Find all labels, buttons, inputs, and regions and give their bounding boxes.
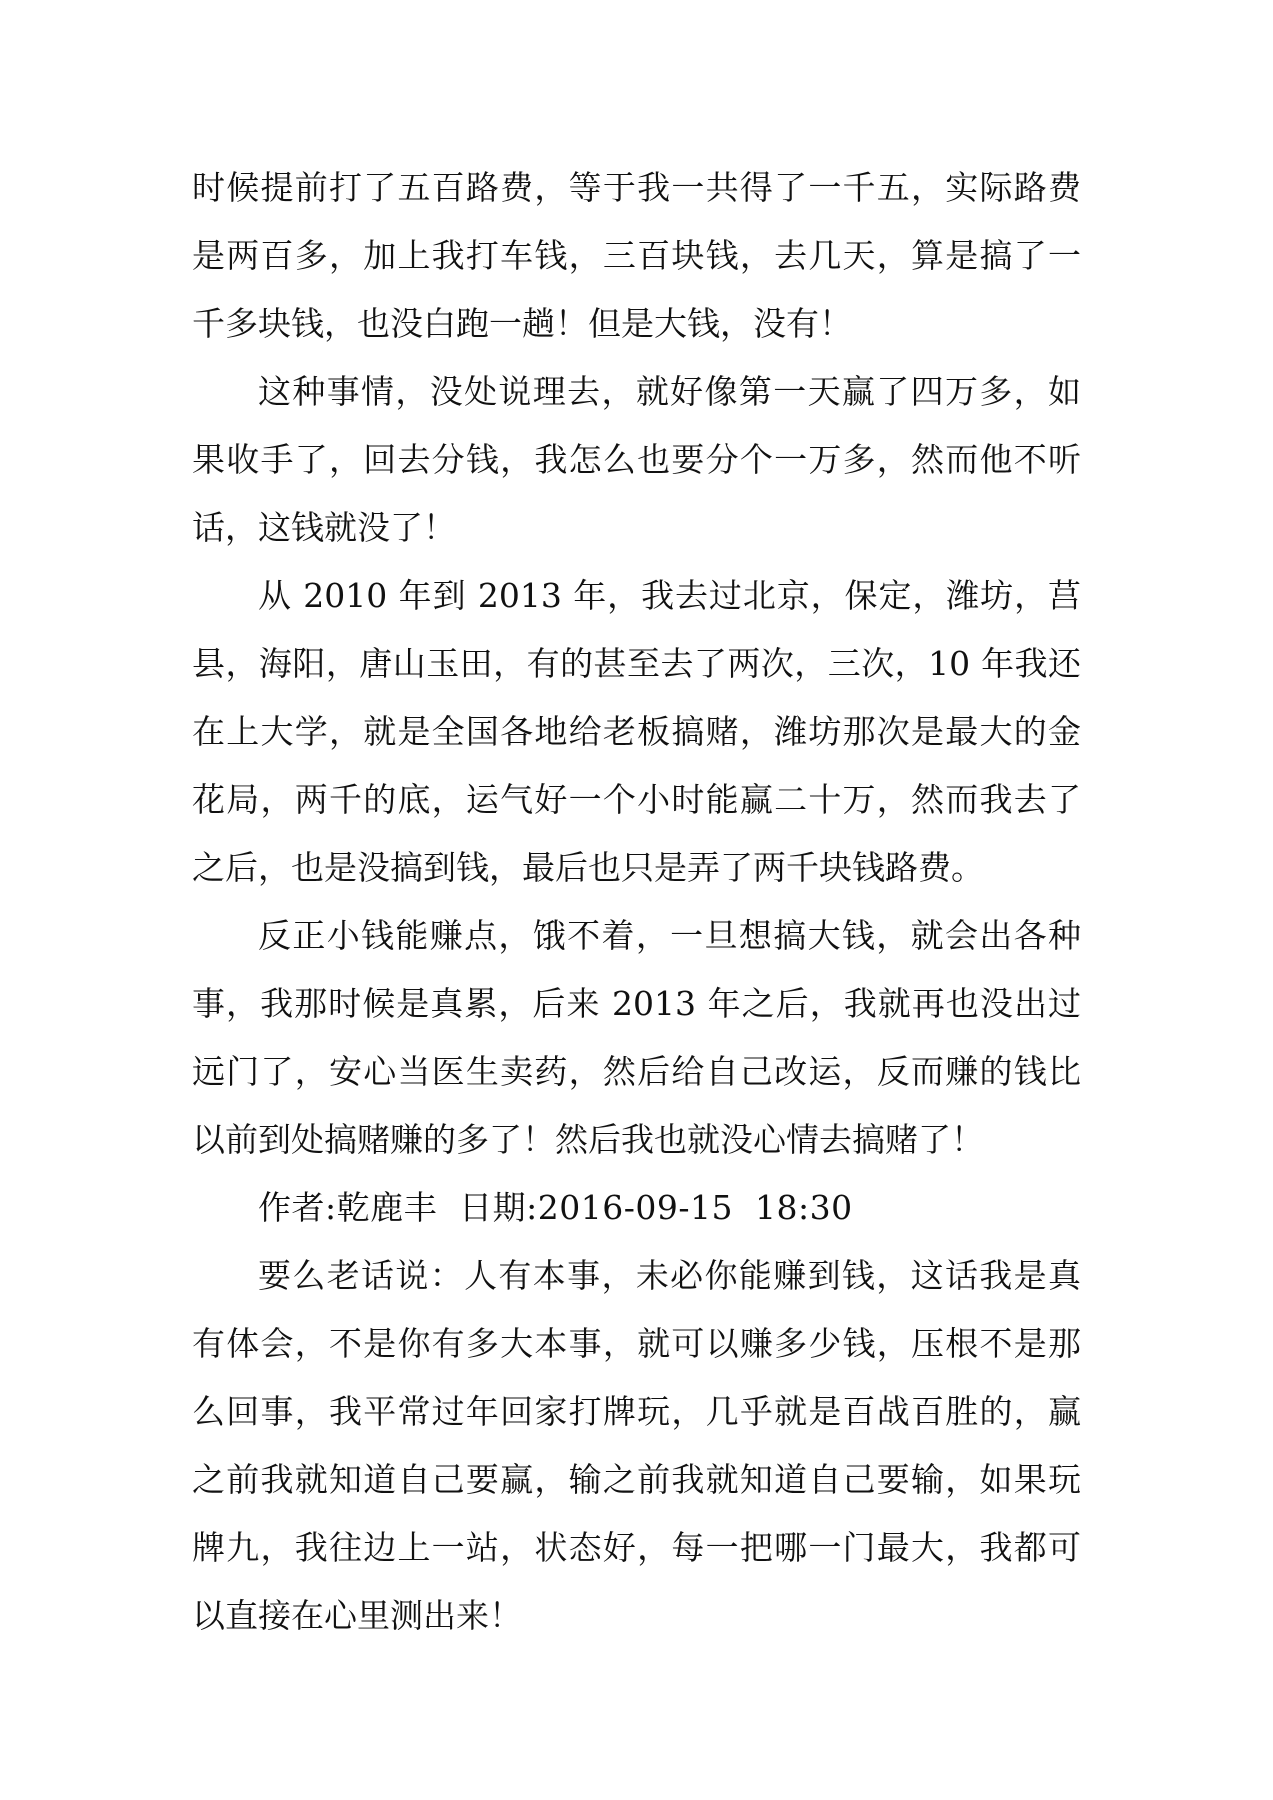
paragraph-travels: 从 2010 年到 2013 年，我去过北京，保定，潍坊，莒县，海阳，唐山玉田，有的甚至去了两次，三次，10 年我还在上大学，就是全国各地给老板搞赌，潍坊那次是最大的金花局，两千的底，运气好一个小时能赢二十万，然而我去了之后，也是没搞到钱，最后也只是弄了两千块钱路费。	[192, 576, 1081, 887]
document-body	[192, 154, 1081, 1650]
paragraph-continued: 时候提前打了五百路费，等于我一共得了一千五，实际路费是两百多，加上我打车钱，三百块钱，去几天，算是搞了一千多块钱，也没白跑一趟！但是大钱，没有！	[192, 168, 1081, 343]
author-date-byline: 作者:乾鹿丰 日期:2016-09-15 18:30	[258, 1188, 853, 1227]
paragraph-small-money: 反正小钱能赚点，饿不着，一旦想搞大钱，就会出各种事，我那时候是真累，后来 2013 年之后，我就再也没出过远门了，安心当医生卖药，然后给自己改运，反而赚的钱比以前到处搞赌赚的多了！然后我也就没心情去搞赌了！	[192, 916, 1081, 1159]
paragraph-venting: 这种事情，没处说理去，就好像第一天赢了四万多，如果收手了，回去分钱，我怎么也要分个一万多，然而他不听话，这钱就没了！	[192, 372, 1081, 547]
paragraph-old-saying: 要么老话说：人有本事，未必你能赚到钱，这话我是真有体会，不是你有多大本事，就可以赚多少钱，压根不是那么回事，我平常过年回家打牌玩，几乎就是百战百胜的，赢之前我就知道自己要赢，输之前我就知道自己要输，如果玩牌九，我往边上一站，状态好，每一把哪一门最大，我都可以直接在心里测出来！	[192, 1256, 1081, 1635]
